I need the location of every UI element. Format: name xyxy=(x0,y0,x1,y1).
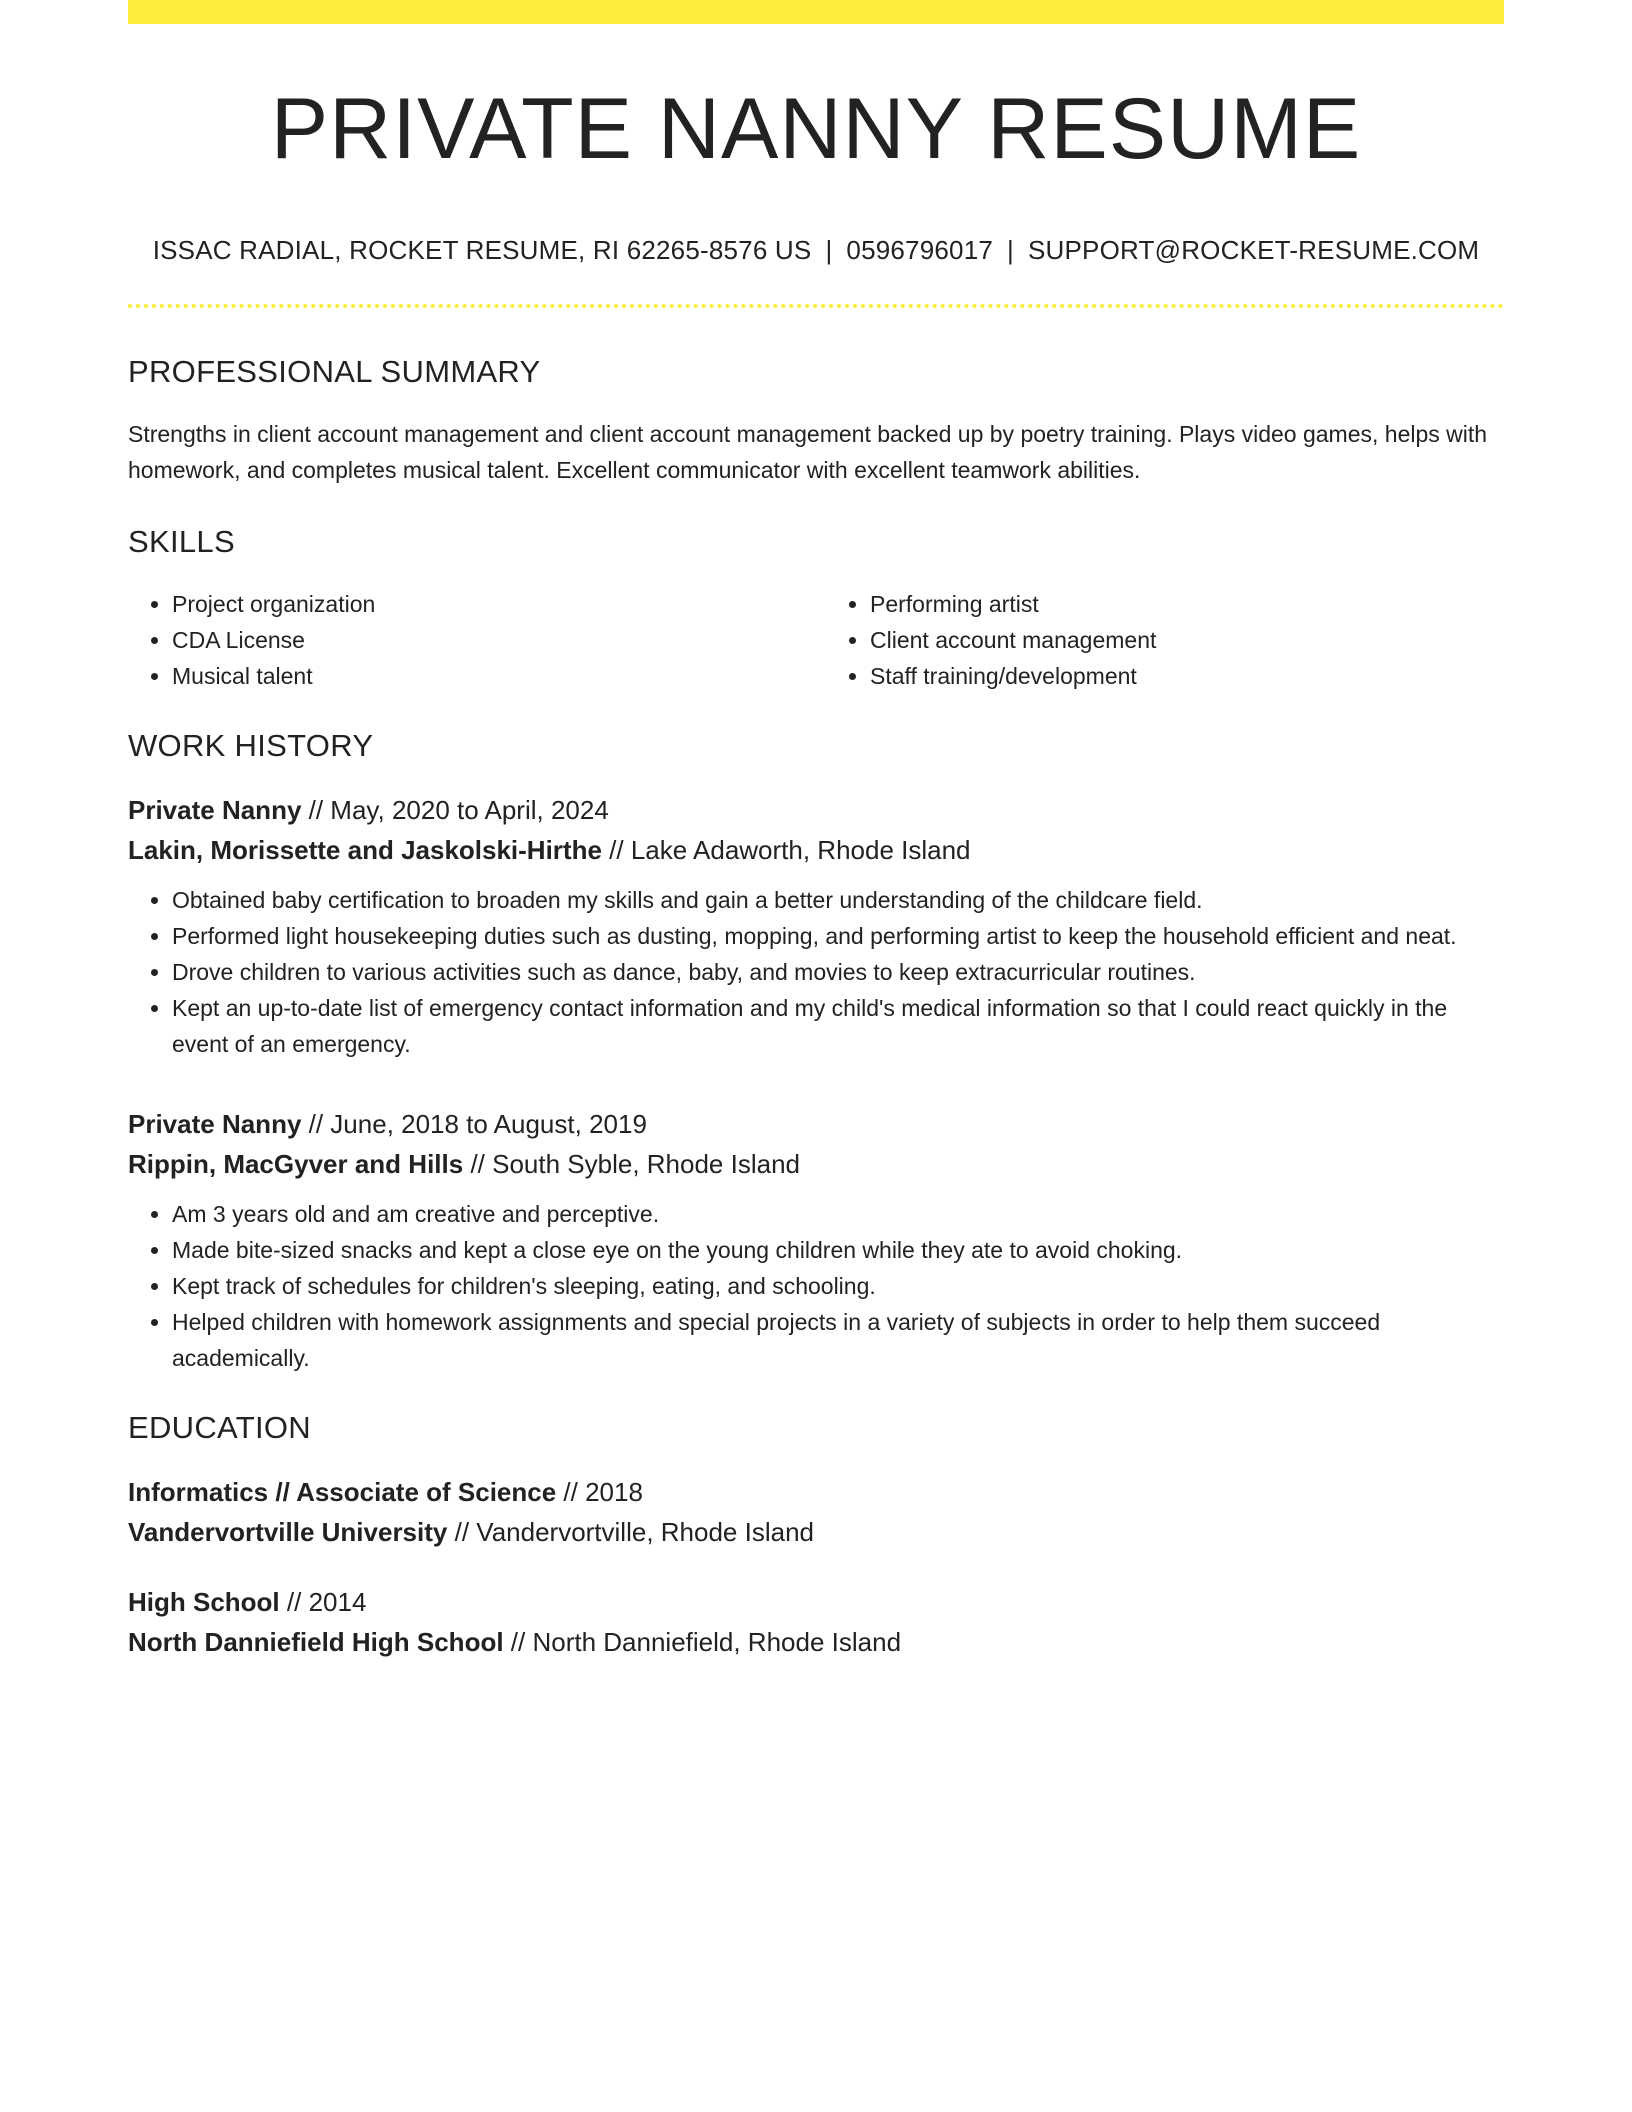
education-location: // Vandervortville, Rhode Island xyxy=(454,1516,814,1547)
job-bullet: • Kept track of schedules for children's sleeping, eating, and schooling. xyxy=(172,1268,1504,1304)
job-title-line xyxy=(128,1104,1504,1144)
education-school: Vandervortville University xyxy=(128,1516,448,1547)
work-section xyxy=(128,728,1504,1376)
skill-item: • Musical talent xyxy=(172,658,806,694)
education-section xyxy=(128,1410,1504,1662)
resume-page xyxy=(128,0,1504,1662)
job-location: // South Syble, Rhode Island xyxy=(470,1148,800,1179)
job-title: Private Nanny xyxy=(128,794,302,825)
summary-section xyxy=(128,354,1504,488)
job-bullet: • Performed light housekeeping duties such as dusting, mopping, and performing artist to keep the household efficient and neat. xyxy=(172,918,1504,954)
education-degree: High School xyxy=(128,1586,280,1617)
accent-top-bar xyxy=(128,0,1504,24)
job-company: Rippin, MacGyver and Hills xyxy=(128,1148,464,1179)
education-heading: EDUCATION xyxy=(128,1409,311,1445)
education-entry xyxy=(128,1472,1504,1552)
contact-email[interactable]: SUPPORT@ROCKET-RESUME.COM xyxy=(1028,234,1480,265)
skill-item: • Performing artist xyxy=(870,586,1504,622)
education-entry xyxy=(128,1582,1504,1662)
skill-item: • CDA License xyxy=(172,622,806,658)
contact-line xyxy=(128,235,1504,266)
job-bullet: • Helped children with homework assignments and special projects in a variety of subjects in order to help them succeed academically. xyxy=(172,1304,1504,1376)
job-bullet: • Drove children to various activities such as dance, baby, and movies to keep extracurricular routines. xyxy=(172,954,1504,990)
skills-list-right xyxy=(826,586,1504,694)
education-school-line xyxy=(128,1512,1504,1552)
contact-address: ISSAC RADIAL, ROCKET RESUME, RI 62265-8576 US xyxy=(152,234,812,265)
contact-separator: | xyxy=(825,234,833,265)
education-degree-line xyxy=(128,1472,1504,1512)
job-bullet: • Made bite-sized snacks and kept a close eye on the young children while they ate to avoid choking. xyxy=(172,1232,1504,1268)
job-company-line xyxy=(128,1144,1504,1184)
work-heading: WORK HISTORY xyxy=(128,727,374,763)
job-bullet: • Kept an up-to-date list of emergency contact information and my child's medical information so that I could react quickly in the event of an emergency. xyxy=(172,990,1504,1062)
contact-separator: | xyxy=(1007,234,1014,265)
skill-item: • Staff training/development xyxy=(870,658,1504,694)
education-location: // North Danniefield, Rhode Island xyxy=(510,1626,902,1657)
summary-heading: PROFESSIONAL SUMMARY xyxy=(128,353,541,389)
skill-item: • Project organization xyxy=(172,586,806,622)
skills-section xyxy=(128,524,1504,694)
education-school-line xyxy=(128,1622,1504,1662)
job-title-line xyxy=(128,790,1504,830)
skills-grid xyxy=(128,586,1504,694)
education-school: North Danniefield High School xyxy=(128,1626,504,1657)
skills-heading: SKILLS xyxy=(128,523,235,559)
summary-text: Strengths in client account management and client account management backed up by poetry training. Plays video games, helps with homework, and completes musical talent. Excellent communicator with excellent teamwork abilities. xyxy=(128,420,1488,483)
job-company-line xyxy=(128,830,1504,870)
job-entry xyxy=(128,1104,1504,1376)
job-bullet: • Obtained baby certification to broaden my skills and gain a better understanding of the childcare field. xyxy=(172,882,1504,918)
job-title: Private Nanny xyxy=(128,1108,302,1139)
resume-title: PRIVATE NANNY RESUME xyxy=(270,81,1362,177)
job-dates: // May, 2020 to April, 2024 xyxy=(308,794,609,825)
education-year: // 2014 xyxy=(286,1586,367,1617)
education-degree: Informatics // Associate of Science xyxy=(128,1476,557,1507)
job-location: // Lake Adaworth, Rhode Island xyxy=(609,834,971,865)
job-bullets xyxy=(128,882,1504,1062)
skills-list-left xyxy=(128,586,806,694)
contact-phone[interactable]: 0596796017 xyxy=(846,234,994,265)
education-year: // 2018 xyxy=(563,1476,643,1507)
skill-item: • Client account management xyxy=(870,622,1504,658)
job-company: Lakin, Morissette and Jaskolski-Hirthe xyxy=(128,834,602,865)
job-dates: // June, 2018 to August, 2019 xyxy=(308,1108,647,1139)
dotted-divider xyxy=(128,304,1504,308)
job-bullets xyxy=(128,1196,1504,1376)
job-bullet: • Am 3 years old and am creative and perceptive. xyxy=(172,1196,1504,1232)
education-degree-line xyxy=(128,1582,1504,1622)
job-entry xyxy=(128,790,1504,1062)
